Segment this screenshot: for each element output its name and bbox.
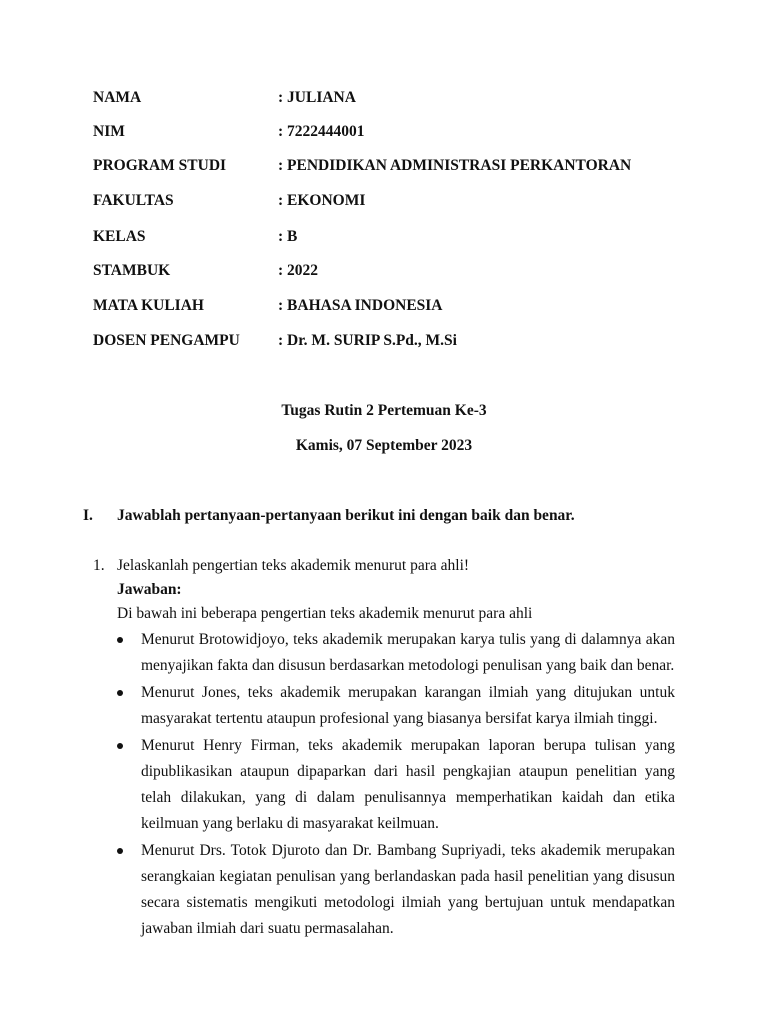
- bullet-text: Menurut Drs. Totok Djuroto dan Dr. Bambang Supriyadi, teks akademik merupakan serangkaian kegiatan penulisan yang berlandaskan pada hasil penelitian yang disusun secara sistematis mengikuti metodologi ilmiah yang bertujuan untuk mendapatkan jawaban ilmiah dari suatu permasalahan.: [141, 842, 675, 937]
- list-item: [117, 627, 675, 679]
- identity-label: STAMBUK: [93, 262, 171, 279]
- bullet-text: Menurut Jones, teks akademik merupakan karangan ilmiah yang ditujukan untuk masyarakat tertentu ataupun profesional yang biasanya bersifat karya ilmiah tinggi.: [141, 684, 675, 727]
- identity-value: : PENDIDIKAN ADMINISTRASI PERKANTORAN: [278, 157, 632, 174]
- identity-value: : B: [278, 228, 298, 245]
- bullet-text: Menurut Brotowidjoyo, teks akademik merupakan karya tulis yang di dalamnya akan menyajikan fakta dan disusun berdasarkan metodologi penulisan yang baik dan benar.: [141, 631, 675, 674]
- question-number: 1.: [93, 557, 105, 574]
- list-item: [117, 733, 675, 837]
- answer-intro: Di bawah ini beberapa pengertian teks akademik menurut para ahli: [117, 605, 533, 622]
- answer-bullet-list: [117, 627, 675, 942]
- bullet-icon: [117, 848, 123, 854]
- assignment-date: Kamis, 07 September 2023: [295, 437, 473, 454]
- assignment-title: Tugas Rutin 2 Pertemuan Ke-3: [281, 402, 487, 419]
- identity-label: MATA KULIAH: [93, 297, 204, 314]
- question-text: Jelaskanlah pengertian teks akademik menurut para ahli!: [117, 557, 470, 574]
- section-instruction: Jawablah pertanyaan-pertanyaan berikut ini dengan baik dan benar.: [117, 507, 575, 524]
- identity-label: NIM: [93, 123, 125, 140]
- identity-value: : BAHASA INDONESIA: [278, 297, 443, 314]
- identity-label: DOSEN PENGAMPU: [93, 332, 240, 349]
- list-item: [117, 838, 675, 942]
- identity-label: NAMA: [93, 89, 142, 106]
- bullet-icon: [117, 690, 123, 696]
- bullet-text: Menurut Henry Firman, teks akademik merupakan laporan berupa tulisan yang dipublikasikan ataupun dipaparkan dari hasil pengkajian ataupun penelitian yang telah dilakukan, yang di dalam penulisannya memperhatikan kaidah dan etika keilmuan yang berlaku di masyarakat keilmuan.: [141, 737, 675, 832]
- section-number: I.: [83, 507, 93, 524]
- bullet-icon: [117, 743, 123, 749]
- identity-value: : 7222444001: [278, 123, 365, 140]
- identity-value: : 2022: [278, 262, 319, 279]
- identity-label: FAKULTAS: [93, 192, 174, 209]
- identity-label: PROGRAM STUDI: [93, 157, 227, 174]
- identity-value: : EKONOMI: [278, 192, 366, 209]
- identity-value: : JULIANA: [278, 89, 356, 106]
- identity-value: : Dr. M. SURIP S.Pd., M.Si: [278, 332, 457, 349]
- bullet-icon: [117, 637, 123, 643]
- answer-label: Jawaban:: [117, 581, 182, 598]
- list-item: [117, 680, 675, 732]
- identity-label: KELAS: [93, 228, 146, 245]
